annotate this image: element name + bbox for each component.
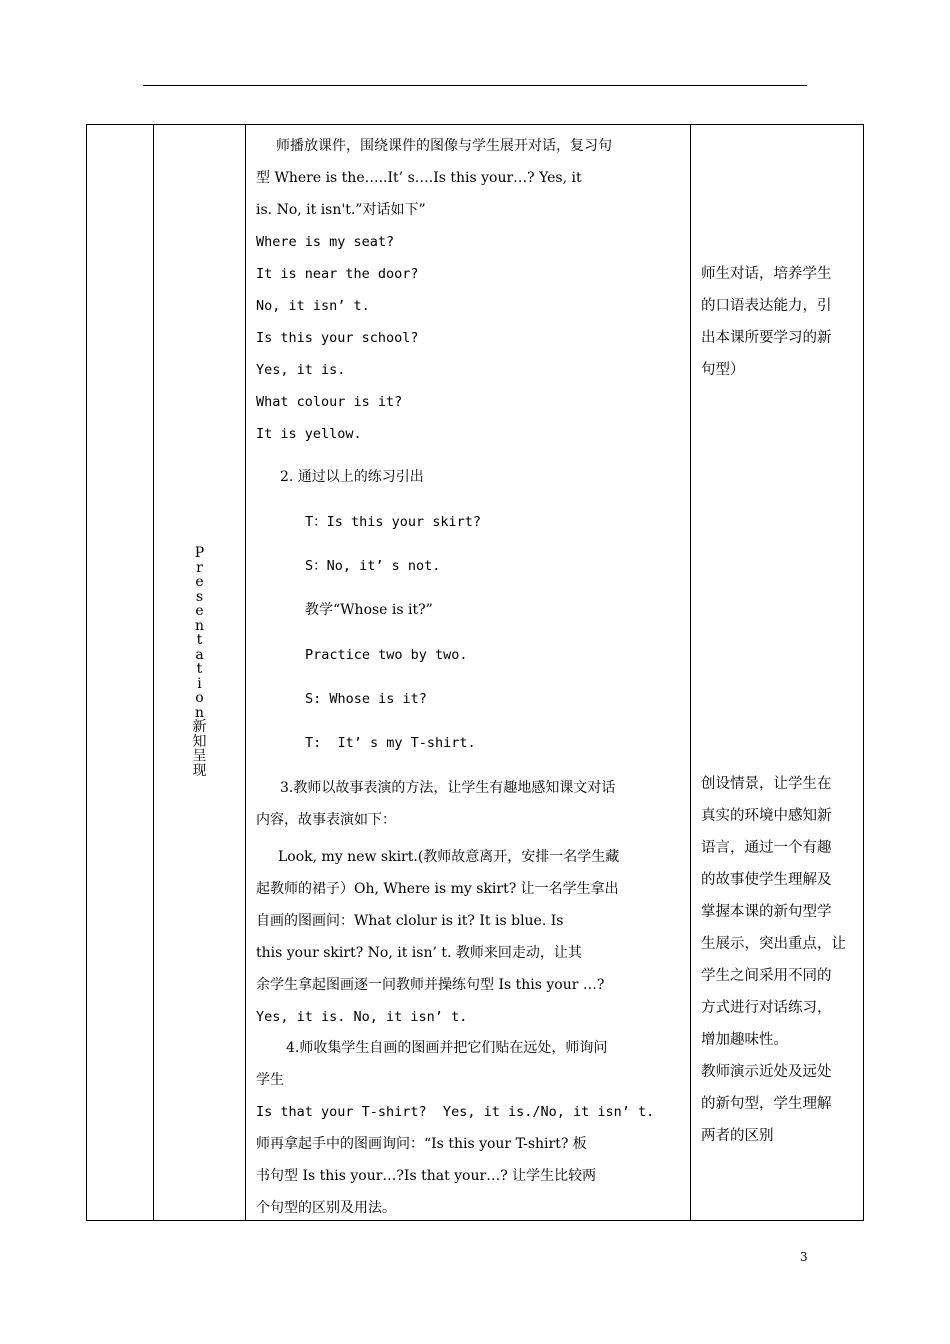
note-line: 生展示，突出重点，让 (701, 936, 846, 952)
note-line: 两者的区别 (701, 1128, 774, 1144)
content-line: Yes, it is. No, it isn’ t. (256, 1009, 468, 1025)
content-line: 教学“Whose is it?” (305, 602, 433, 618)
note-line: 的故事使学生理解及 (701, 872, 832, 888)
content-line: 自画的图画问：What clolur is it? It is blue. Is (256, 913, 564, 929)
section-title-char: 新 (192, 719, 207, 735)
content-line: 学生 (256, 1072, 284, 1088)
header-rule (143, 85, 807, 86)
content-line: T: It’ s my T-shirt. (305, 735, 476, 751)
section-title-cell (154, 125, 246, 1221)
design-notes (691, 125, 863, 1220)
content-line: 2. 通过以上的练习引出 (280, 469, 424, 485)
note-line: 句型） (701, 362, 745, 378)
section-title-char: n (194, 704, 205, 721)
content-line: 内容，故事表演如下： (256, 812, 396, 828)
content-line: Where is my seat? (256, 234, 395, 250)
section-title-char: e (195, 574, 204, 590)
content-line: 型 Where is the…..It’ s….Is this your…? Yes, it (256, 170, 582, 186)
section-title-char: r (196, 559, 203, 576)
note-line: 学生之间采用不同的 (701, 968, 832, 984)
section-title-char: 知 (192, 733, 207, 750)
content-line: Yes, it is. (256, 362, 346, 378)
content-line: S：No, it’ s not. (305, 558, 441, 574)
section-title-char: P (194, 545, 205, 561)
section-title (154, 546, 245, 778)
note-line: 出本课所要学习的新 (701, 330, 832, 346)
content-line: Is this your school? (256, 330, 419, 346)
page-number: 3 (800, 1250, 808, 1264)
section-title-char: a (195, 646, 204, 663)
content-line: 起教师的裙子）Oh, Where is my skirt? 让一名学生拿出 (256, 881, 619, 897)
note-line: 的新句型，学生理解 (701, 1096, 832, 1112)
content-line: Look, my new skirt.(教师故意离开，安排一名学生藏 (278, 849, 620, 865)
content-line: Is that your T-shirt? Yes, it is./No, it isn’ t. (256, 1104, 655, 1120)
content-line: T：Is this your skirt? (305, 514, 482, 530)
content-line: It is yellow. (256, 426, 362, 442)
content-line: Practice two by two. (305, 647, 468, 663)
section-title-char: o (195, 690, 204, 706)
note-line: 方式进行对话练习， (701, 1000, 832, 1016)
section-title-char: t (196, 661, 203, 677)
content-line: S: Whose is it? (305, 691, 427, 707)
content-line: 个句型的区别及用法。 (256, 1200, 396, 1216)
table-row (87, 125, 864, 1221)
section-title-char: s (195, 588, 204, 605)
note-line: 掌握本课的新句型学 (701, 904, 832, 920)
content-line: What colour is it? (256, 394, 403, 410)
blank-column-cell (87, 125, 154, 1221)
content-line: 3.教师以故事表演的方法，让学生有趣地感知课文对话 (280, 780, 616, 796)
section-title-char: i (197, 675, 202, 692)
teaching-content-cell (246, 125, 691, 1221)
note-line: 教师演示近处及远处 (701, 1064, 832, 1080)
content-line: this your skirt? No, it isn’ t. 教师来回走动，让其 (256, 945, 582, 961)
content-line: 师再拿起手中的图画询问：“Is this your T-shirt? 板 (256, 1136, 587, 1152)
note-line: 真实的环境中感知新 (701, 808, 832, 824)
section-title-char: 现 (192, 762, 207, 779)
note-line: 师生对话，培养学生 (701, 266, 832, 282)
content-line: No, it isn’ t. (256, 298, 370, 314)
lesson-table (86, 124, 864, 1221)
content-line: 书句型 Is this your…?Is that your…? 让学生比较两 (256, 1168, 597, 1184)
section-title-char: t (196, 632, 203, 648)
content-line: 余学生拿起图画逐一问教师并操练句型 Is this your …? (256, 977, 605, 993)
section-title-char: e (195, 603, 204, 619)
design-notes-cell (691, 125, 864, 1221)
note-line: 增加趣味性。 (701, 1032, 788, 1048)
note-line: 创设情景，让学生在 (701, 776, 832, 792)
content-line: 4.师收集学生自画的图画并把它们贴在远处，师询问 (286, 1040, 608, 1056)
section-title-char: n (194, 617, 205, 634)
content-line: It is near the door? (256, 266, 419, 282)
section-title-char: 呈 (192, 748, 207, 764)
note-line: 语言，通过一个有趣 (701, 840, 832, 856)
teaching-content (246, 125, 690, 1220)
note-line: 的口语表达能力，引 (701, 298, 832, 314)
content-line: is. No, it isn't.”对话如下” (256, 202, 426, 218)
content-line: 师播放课件，围绕课件的图像与学生展开对话，复习句 (276, 138, 612, 154)
